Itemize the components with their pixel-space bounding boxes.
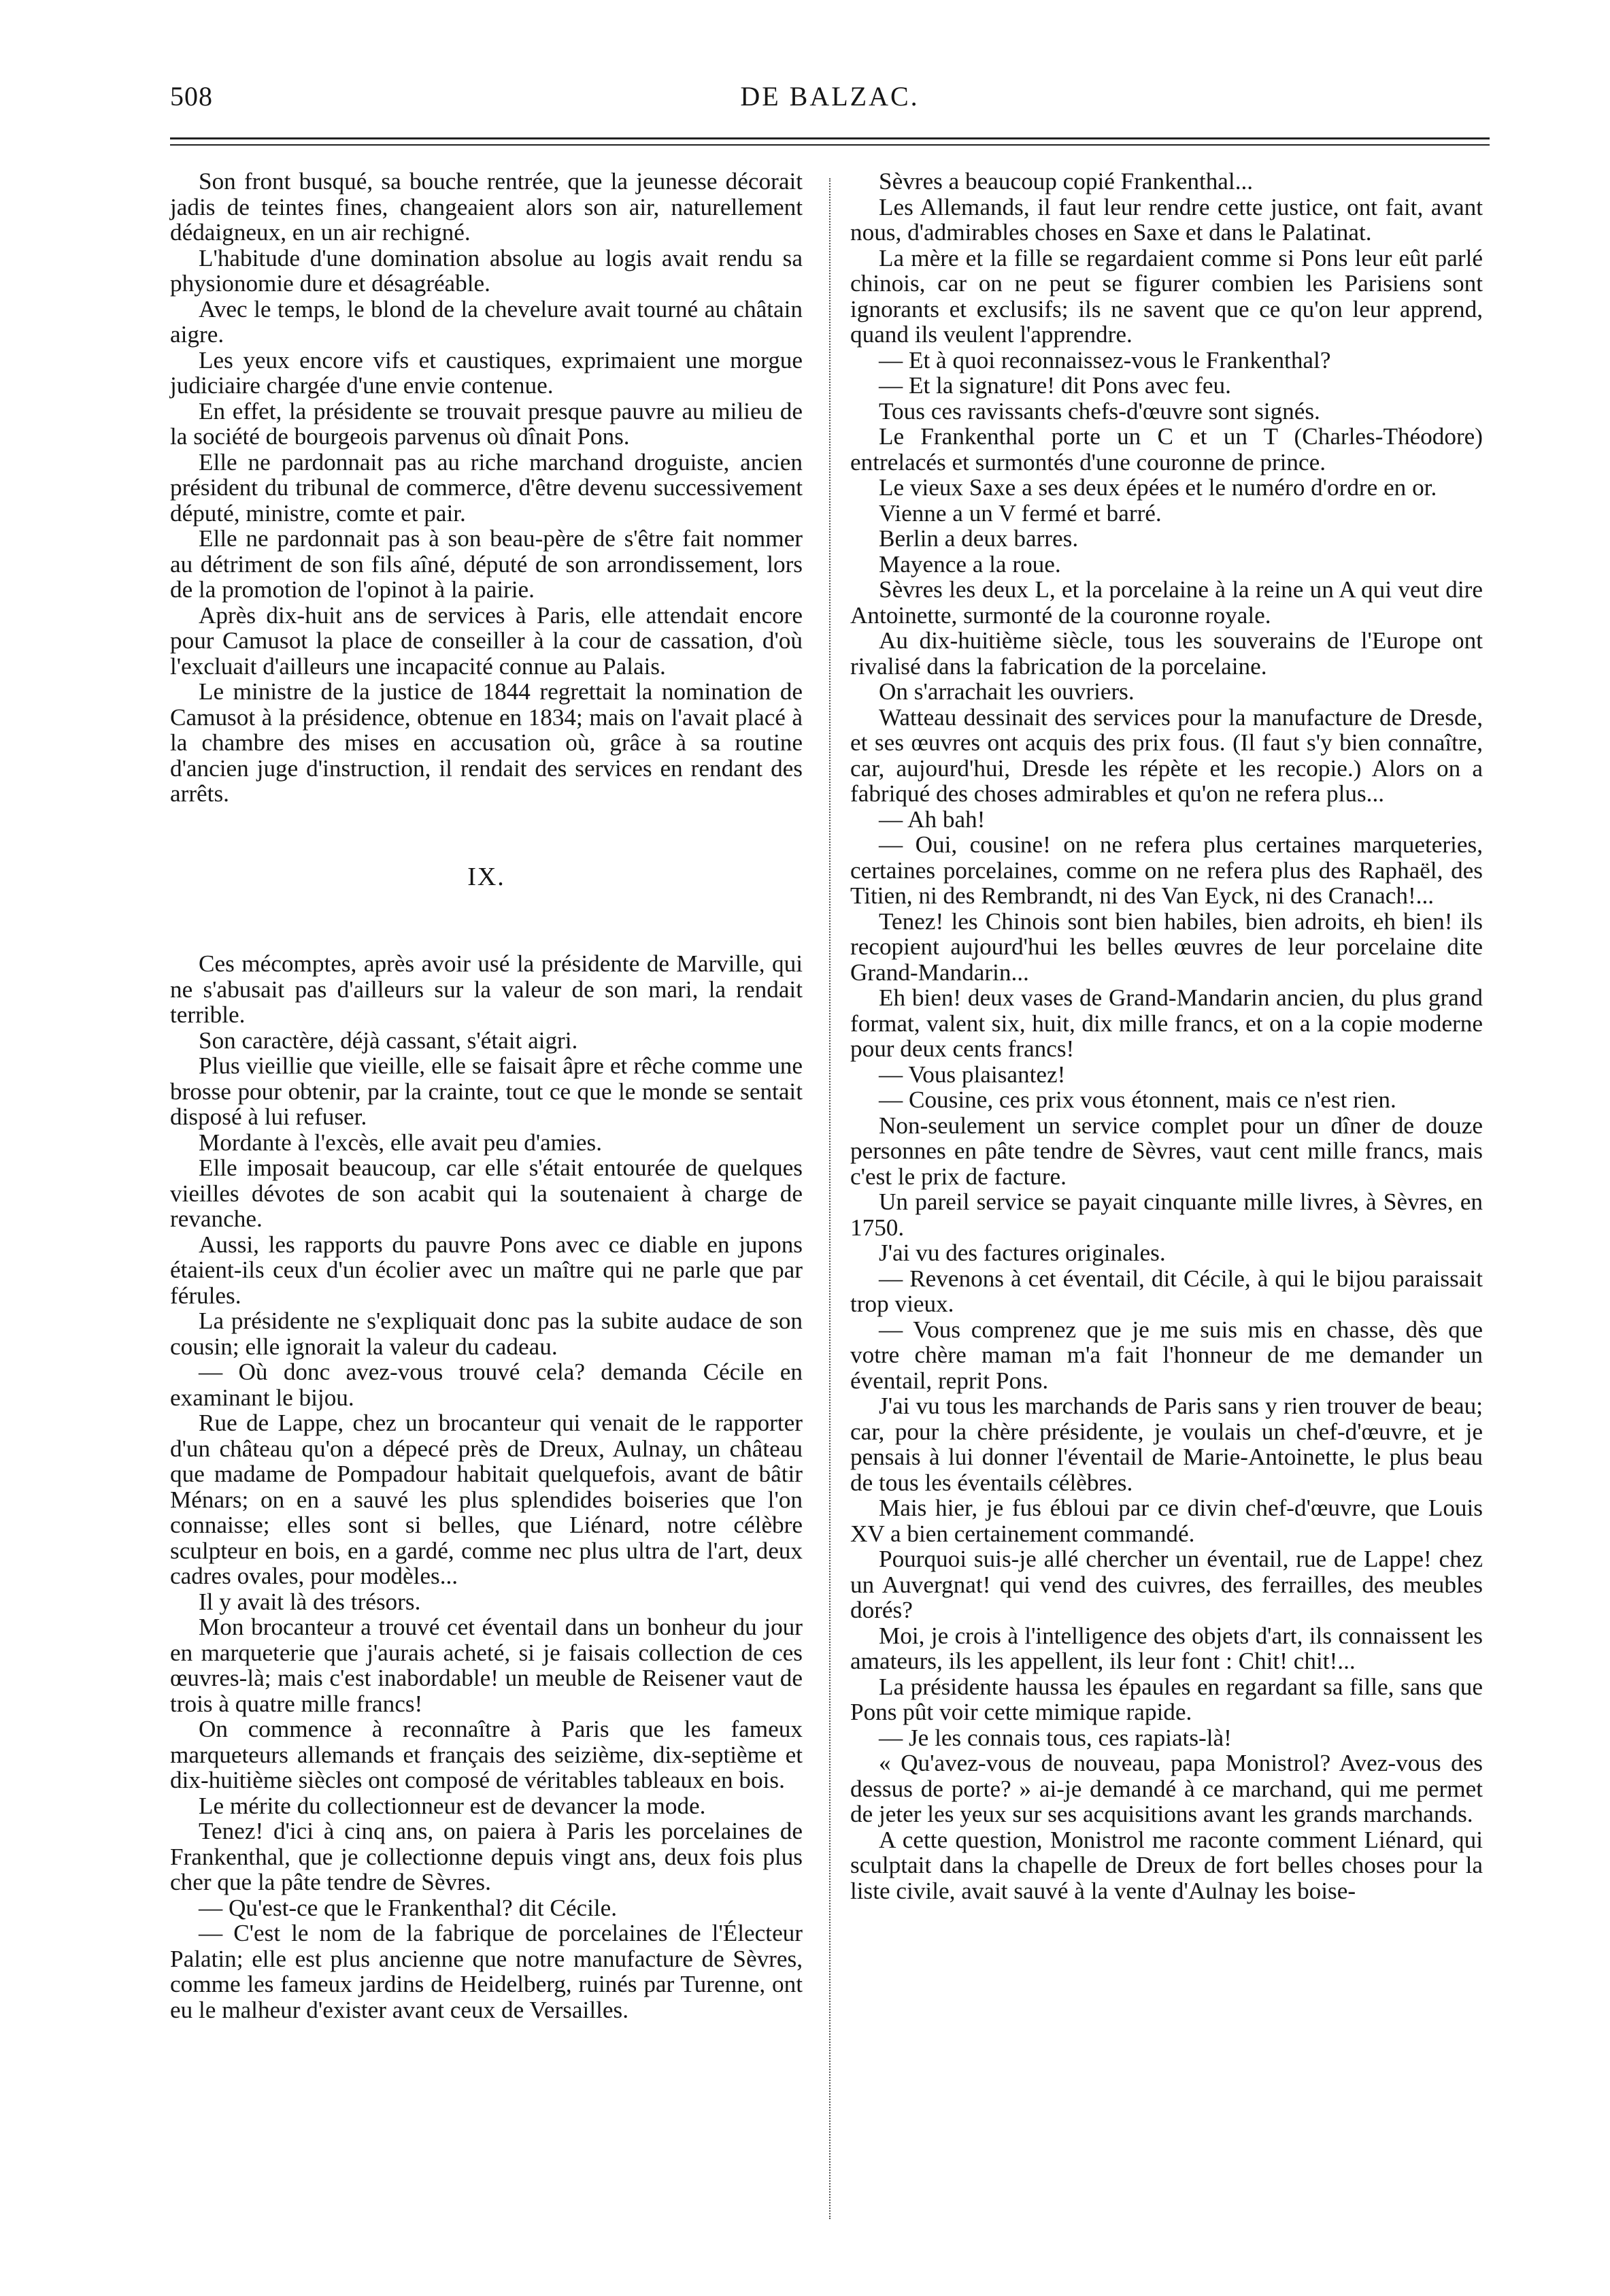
paragraph: Tenez! d'ici à cinq ans, on paiera à Paris les porcelaines de Frankenthal, que je collectionne depuis vingt ans, deux fois plus cher que la pâte tendre de Sèvres.: [170, 1818, 803, 1895]
paragraph: Mordante à l'excès, elle avait peu d'amies.: [199, 1129, 603, 1156]
paragraph: Après dix-huit ans de services à Paris, elle attendait encore pour Camusot la place de conseiller à la cour de cassation, d'où l'excluait d'ailleurs une incapacité connue au Palais.: [170, 601, 803, 680]
paragraph: — Où donc avez-vous trouvé cela? demanda Cécile en examinant le bijou.: [170, 1359, 803, 1411]
paragraph: Avec le temps, le blond de la chevelure avait tourné au châtain aigre.: [170, 295, 803, 348]
paragraph: L'habitude d'une domination absolue au logis avait rendu sa physionomie dure et désagréable.: [170, 244, 803, 297]
paragraph: — Revenons à cet éventail, dit Cécile, à qui le bijou paraissait trop vieux.: [850, 1265, 1483, 1317]
paragraph: Rue de Lappe, chez un brocanteur qui venait de le rapporter d'un château qu'on a dépecé près de Dreux, Aulnay, un château que madame de Pompadour habitait quelquefois, avant de bâtir Ménars; on en a sauvé les plus splendides boiseries que l'on connaisse; elles sont si belles, que Liénard, notre célèbre sculpteur en bois, en a gardé, comme nec plus ultra de l'art, deux cadres ovales, pour modèles...: [170, 1410, 803, 1589]
paragraph: Pourquoi suis-je allé chercher un éventail, rue de Lappe! chez un Auvergnat! qui vend des cuivres, des ferrailles, des meubles dorés?: [850, 1546, 1483, 1623]
paragraph: Le vieux Saxe a ses deux épées et le numéro d'ordre en or.: [879, 474, 1437, 501]
paragraph: Vienne a un V fermé et barré.: [879, 499, 1162, 527]
paragraph: A cette question, Monistrol me raconte comment Liénard, qui sculptait dans la chapelle de Dreux de fort belles choses pour la liste civile, avait sauvé à la vente d'Aulnay les boise-: [850, 1826, 1483, 1904]
paragraph: Elle ne pardonnait pas au riche marchand droguiste, ancien président du tribunal de commerce, d'être devenu successivement député, ministre, comte et pair.: [170, 448, 803, 527]
header-rule-thin: [170, 144, 1490, 146]
paragraph: Le Frankenthal porte un C et un T (Charles-Théodore) entrelacés et surmontés d'une couronne de prince.: [850, 423, 1483, 476]
paragraph: Mais hier, je fus ébloui par ce divin chef-d'œuvre, que Louis XV a bien certainement commandé.: [850, 1495, 1483, 1547]
paragraph: Les yeux encore vifs et caustiques, exprimaient une morgue judiciaire chargée d'une envie contenue.: [170, 346, 803, 399]
paragraph: Elle imposait beaucoup, car elle s'était entourée de quelques vieilles dévotes de son acabit qui la soutenaient à charge de revanche.: [170, 1154, 803, 1232]
paragraph: En effet, la présidente se trouvait presque pauvre au milieu de la société de bourgeois parvenus où dînait Pons.: [170, 397, 803, 450]
paragraph: La présidente ne s'expliquait donc pas la subite audace de son cousin; elle ignorait la valeur du cadeau.: [170, 1308, 803, 1360]
paragraph: On s'arrachait les ouvriers.: [879, 678, 1135, 705]
page-header: [170, 80, 1490, 121]
paragraph: Berlin a deux barres.: [879, 525, 1079, 552]
paragraph: Son caractère, déjà cassant, s'était aigri.: [199, 1027, 578, 1054]
paragraph: Aussi, les rapports du pauvre Pons avec ce diable en jupons étaient-ils ceux d'un écolier avec un maître qui ne parle que par férules.: [170, 1231, 803, 1309]
paragraph: Watteau dessinait des services pour la manufacture de Dresde, et ses œuvres ont acquis des prix fous. (Il faut s'y bien connaître, car, aujourd'hui, Dresde les répète et les recopie.) Alors on a fabriqué des choses admirables et qu'on ne refera plus...: [850, 703, 1483, 807]
paragraph: Sèvres a beaucoup copié Frankenthal...: [879, 168, 1254, 195]
paragraph: Un pareil service se payait cinquante mille livres, à Sèvres, en 1750.: [850, 1188, 1483, 1241]
right-column: [850, 169, 1483, 1903]
paragraph: Tenez! les Chinois sont bien habiles, bien adroits, eh bien! ils recopient aujourd'hui les belles œuvres de leur porcelaine dite Grand-Mandarin...: [850, 908, 1483, 986]
header-rule: [170, 137, 1490, 139]
paragraph: Tous ces ravissants chefs-d'œuvre sont signés.: [879, 397, 1320, 425]
paragraph: — C'est le nom de la fabrique de porcelaines de l'Électeur Palatin; elle est plus ancienne que notre manufacture de Sèvres, comme les fameux jardins de Heidelberg, ruinés par Turenne, ont eu le malheur d'exister avant ceux de Versailles.: [170, 1920, 803, 2023]
paragraph: Eh bien! deux vases de Grand-Mandarin ancien, du plus grand format, valent six, huit, dix mille francs, et on a la copie moderne pour deux cents francs!: [850, 984, 1483, 1062]
paragraph: Elle ne pardonnait pas à son beau-père de s'être fait nommer au détriment de son fils aîné, député de son arrondissement, lors de la promotion de l'opinot à la pairie.: [170, 525, 803, 603]
paragraph: La mère et la fille se regardaient comme si Pons leur eût parlé chinois, car on ne peut se figurer combien les Parisiens sont ignorants et exclusifs; ils ne savent que ce qu'on leur apprend, quand ils veulent l'apprendre.: [850, 244, 1483, 348]
paragraph: J'ai vu tous les marchands de Paris sans y rien trouver de beau; car, pour la chère présidente, je voulais un chef-d'œuvre, et je pensais à lui donner l'éventail de Marie-Antoinette, le plus beau de tous les éventails célèbres.: [850, 1393, 1483, 1496]
paragraph: Mayence a la roue.: [879, 550, 1061, 578]
paragraph: Il y avait là des trésors.: [199, 1588, 421, 1615]
left-column: [170, 169, 803, 2023]
paragraph: — Ah bah!: [879, 805, 986, 833]
running-title: DE BALZAC.: [740, 81, 920, 112]
paragraph: — Vous comprenez que je me suis mis en chasse, dès que votre chère maman m'a fait l'honneur de me demander un éventail, reprit Pons.: [850, 1316, 1483, 1394]
paragraph: — Et à quoi reconnaissez-vous le Frankenthal?: [879, 346, 1331, 373]
paragraph: J'ai vu des factures originales.: [879, 1239, 1166, 1266]
paragraph: Ces mécomptes, après avoir usé la présidente de Marville, qui ne s'abusait pas d'ailleurs sur la valeur de son mari, la rendait terrible.: [170, 950, 803, 1028]
paragraph: Au dix-huitième siècle, tous les souverains de l'Europe ont rivalisé dans la fabrication de la porcelaine.: [850, 627, 1483, 680]
paragraph: Non-seulement un service complet pour un dîner de douze personnes en pâte tendre de Sèvres, vaut cent mille francs, mais c'est le prix de facture.: [850, 1112, 1483, 1190]
paragraph: Le mérite du collectionneur est de devancer la mode.: [199, 1792, 706, 1819]
paragraph: On commence à reconnaître à Paris que les fameux marqueteurs allemands et français des seizième, dix-septième et dix-huitième siècles ont composé de véritables tableaux en bois.: [170, 1716, 803, 1793]
column-separator: [829, 178, 831, 2219]
paragraph: Moi, je crois à l'intelligence des objets d'art, ils connaissent les amateurs, ils les appellent, ils leur font : Chit! chit!...: [850, 1622, 1483, 1674]
paragraph: La présidente haussa les épaules en regardant sa fille, sans que Pons pût voir cette mimique rapide.: [850, 1673, 1483, 1725]
paragraph: Plus vieillie que vieille, elle se faisait âpre et rêche comme une brosse pour obtenir, par la crainte, tout ce que le monde se sentait disposé à lui refuser.: [170, 1052, 803, 1130]
paragraph: — Cousine, ces prix vous étonnent, mais ce n'est rien.: [879, 1086, 1396, 1113]
paragraph: — Je les connais tous, ces rapiats-là!: [879, 1724, 1232, 1751]
chapter-heading: IX.: [467, 862, 505, 891]
page-number: 508: [170, 81, 213, 112]
paragraph: — Vous plaisantez!: [879, 1061, 1066, 1088]
paragraph: — Qu'est-ce que le Frankenthal? dit Cécile.: [199, 1894, 618, 1921]
paragraph: Le ministre de la justice de 1844 regrettait la nomination de Camusot à la présidence, obtenue en 1834; mais on l'avait placé à la chambre des mises en accusation où, grâce à sa routine d'ancien juge d'instruction, il rendait des services en rendant des arrêts.: [170, 678, 803, 807]
paragraph: « Qu'avez-vous de nouveau, papa Monistrol? Avez-vous des dessus de porte? » ai-je demandé à ce marchand, qui me permet de jeter les yeux sur ses acquisitions avant les grands marchands.: [850, 1750, 1483, 1827]
paragraph: Les Allemands, il faut leur rendre cette justice, ont fait, avant nous, d'admirables choses en Saxe et dans le Palatinat.: [850, 193, 1483, 246]
paragraph: Sèvres les deux L, et la porcelaine à la reine un A qui veut dire Antoinette, surmonté de la couronne royale.: [850, 576, 1483, 629]
paragraph: Son front busqué, sa bouche rentrée, que la jeunesse décorait jadis de teintes fines, changeaient alors son air, naturellement dédaigneux, en un air rechigné.: [170, 168, 803, 246]
paragraph: — Oui, cousine! on ne refera plus certaines marqueteries, certaines porcelaines, comme on ne refera plus des Raphaël, des Titien, ni des Rembrandt, ni des Van Eyck, ni des Cranach!...: [850, 831, 1483, 909]
paragraph: — Et la signature! dit Pons avec feu.: [879, 372, 1231, 399]
paragraph: Mon brocanteur a trouvé cet éventail dans un bonheur du jour en marqueterie que j'aurais acheté, si je faisais collection de ces œuvres-là; mais c'est inabordable! un meuble de Reisener vaut de trois à quatre mille francs!: [170, 1614, 803, 1717]
